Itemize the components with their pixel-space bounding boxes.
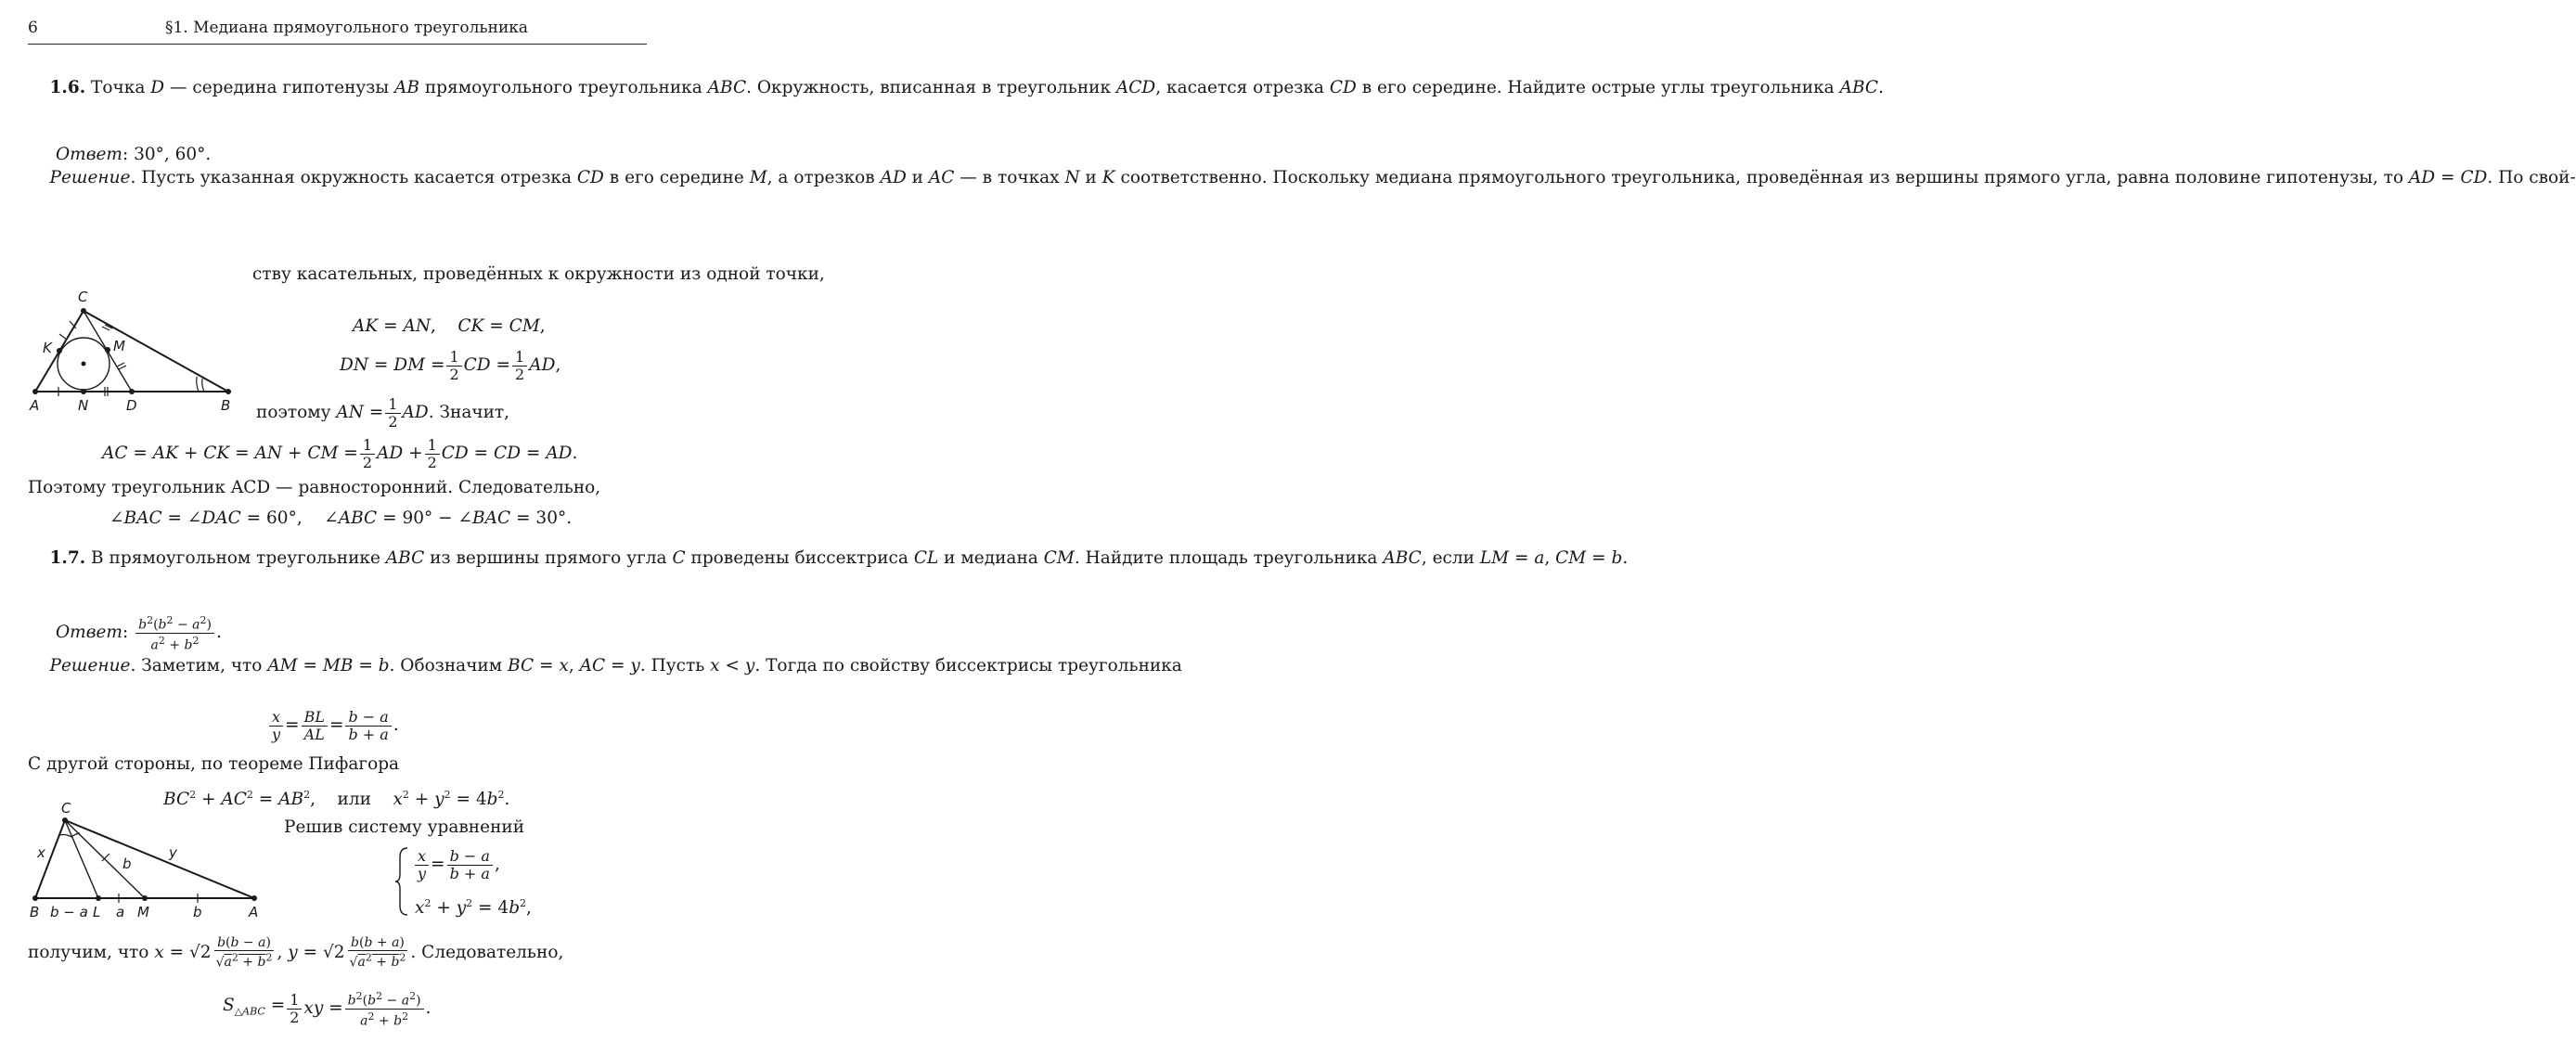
brace-icon	[394, 846, 409, 917]
header-rule	[28, 44, 647, 45]
fig17-label-bma: b − a	[50, 904, 88, 920]
problem-1-6-solution-1: Решение. Пусть указанная окружность касается отрезка CD в его середине M, а отрезков AD и AC — в точках N и K соответственно. Поскольку медиана прямоугольного треугольника, проведённая из вершины прямого угла, равна половине гипотенузы, то AD = CD. По свой-	[49, 168, 2576, 187]
fig16-label-N: N	[78, 397, 89, 414]
eq-pythagoras: $BC^2 + AC^2 = AB^2$, или $x^2 + y^2 = 4b^2$.	[163, 789, 510, 810]
eq-an-half-ad: поэтому AN = $\frac{1}{2}$ AD. Значит,	[256, 394, 510, 431]
fig16-label-M: M	[113, 338, 125, 354]
fig16-label-C: C	[78, 289, 88, 305]
running-title: §1. Медиана прямоугольного треугольника	[165, 19, 529, 37]
eq-area: $S_{\triangle ABC}$ = $\frac{1}{2}$ xy = $\frac{b^2(b^2 - a^2)}{a^2 + b^2}$ .	[223, 989, 431, 1029]
problem-1-7-answer: Ответ : $\frac{b^2(b^2 - a^2)}{a^2 + b^2}$ .	[56, 613, 222, 653]
fig16-label-D: D	[126, 397, 137, 414]
system-intro: Решив систему уравнений	[284, 817, 525, 837]
problem-1-6-answer: Ответ: 30°, 60°.	[56, 145, 212, 164]
figure-1-6	[28, 288, 241, 418]
fig17-label-C: C	[61, 800, 71, 817]
problem-1-6-conclusion: Поэтому треугольник ACD — равносторонний. Следовательно,	[28, 478, 601, 497]
fig17-label-b-side: b	[122, 855, 132, 872]
answer-label-1-7: Ответ	[56, 623, 122, 642]
fig17-label-x: x	[37, 844, 45, 861]
figure-1-7	[28, 800, 271, 922]
eq-bisector: $\frac{x}{y}$ = $\frac{BL}{AL}$ = $\frac{b - a}{b + a}$ .	[267, 703, 399, 748]
eq-dn-dm: DN = DM = $\frac{1}{2}$ CD = $\frac{1}{2}$ AD,	[340, 347, 561, 383]
fig17-label-A: A	[249, 904, 259, 920]
fig17-label-a: a	[116, 904, 125, 920]
solution-label: Решение	[49, 168, 131, 187]
fig16-label-B: B	[221, 397, 231, 414]
fig17-label-M: M	[137, 904, 149, 920]
pythagoras-intro: С другой стороны, по теореме Пифагора	[28, 754, 400, 774]
problem-1-7-solution: Решение. Заметим, что AM = MB = b. Обозначим BC = x, AC = y. Пусть x < y. Тогда по свойству биссектрисы треугольника	[49, 656, 1182, 675]
fig17-label-y: y	[169, 844, 177, 861]
answer-value: 30°, 60°.	[134, 145, 212, 164]
problem-1-7-number: 1.7.	[49, 548, 86, 568]
fig16-label-A: A	[30, 397, 40, 414]
eq-solution-xy: получим, что x = √2 $\frac{b(b - a)}{√a^2 + b^2}$ , y = √2 $\frac{b(b + a)}{√a^2 + b^2}$ . Следовательно,	[28, 934, 564, 971]
eq-angles: ∠BAC = ∠DAC = 60°, ∠ABC = 90° − ∠BAC = 30°.	[109, 508, 573, 528]
eq-ak-an: AK = AN, CK = CM,	[353, 316, 546, 336]
page-number: 6	[28, 19, 38, 37]
problem-1-6-statement: 1.6. Точка D — середина гипотенузы AB прямоугольного треугольника ABC. Окружность, вписанная в треугольник ACD, касается отрезка CD в его середине. Найдите острые углы треугольника ABC.	[49, 78, 1884, 97]
answer-label: Ответ	[56, 145, 122, 164]
fig16-label-K: K	[43, 340, 52, 356]
fig17-label-B: B	[30, 904, 40, 920]
eq-ac-chain: AC = AK + CK = AN + CM = $\frac{1}{2}$ AD + $\frac{1}{2}$ CD = CD = AD.	[102, 435, 578, 471]
fig17-label-b-bottom: b	[193, 904, 202, 920]
solution-label-1-7: Решение	[49, 656, 131, 675]
problem-1-6-number: 1.6.	[49, 78, 86, 97]
problem-1-6-solution-2: ству касательных, проведённых к окружности из одной точки,	[252, 264, 825, 284]
fig17-label-L: L	[93, 904, 101, 920]
problem-1-7-statement: 1.7. В прямоугольном треугольнике ABC из вершины прямого угла C проведены биссектриса CL и медиана CM. Найдите площадь треугольника ABC, если LM = a, CM = b.	[49, 548, 1629, 568]
system-of-equations: $\frac{x}{y}$ = $\frac{b - a}{b + a}$ , $x^2 + y^2 = 4b^2$,	[394, 844, 571, 919]
